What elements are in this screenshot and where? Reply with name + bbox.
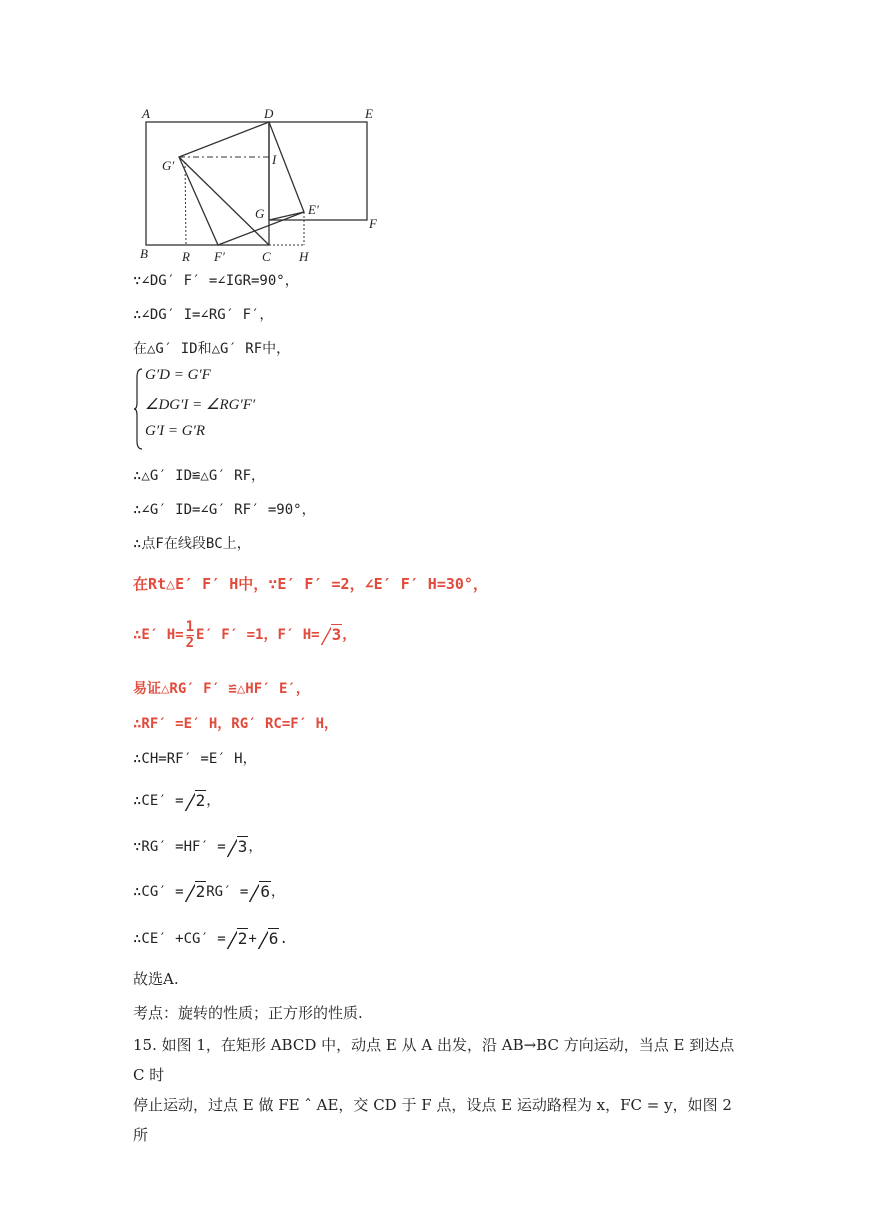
proof-line-6: ∴点F在线段BC上，	[133, 536, 251, 552]
sqrt-2-c: 2	[227, 930, 249, 949]
label-e: E	[365, 106, 373, 121]
label-g-prime: G′	[162, 158, 175, 173]
label-i: I	[272, 152, 277, 167]
equation-system	[133, 367, 333, 451]
proof-line-9	[133, 836, 262, 858]
sqrt-6: 6	[249, 883, 271, 902]
answer-line: 故选A.	[133, 970, 179, 988]
proof-line-5: ∴∠G′ ID=∠G′ RF′ =90°，	[133, 502, 316, 518]
knowledge-point-line: 考点：旋转的性质；正方形的性质.	[133, 1004, 363, 1022]
problem-15-line-2: 停止运动，过点 E 做 FE ˆ AE，交 CD 于 F 点，设点 E 运动路程为 x，FC = y，如图 2 所	[133, 1096, 732, 1144]
red-line-4: ∴RF′ =E′ H，RG′ RC=F′ H，	[133, 716, 339, 732]
dotted-g-r	[185, 162, 186, 245]
sqrt-2-b: 2	[185, 883, 207, 902]
sqrt-3-b: 3	[227, 838, 249, 857]
proof-line-2: ∴∠DG′ I=∠RG′ F′，	[133, 307, 274, 323]
fraction-half	[186, 620, 194, 651]
problem-15-line-1: 15. 如图 1，在矩形 ABCD 中，动点 E 从 A 出发，沿 AB→BC 方向运动，当点 E 到达点 C 时	[133, 1036, 735, 1084]
system-eq-3: G′I = G′R	[145, 423, 206, 439]
proof-line-10-a: ∴CG′ =	[133, 884, 184, 900]
label-d: D	[264, 106, 274, 121]
brace-icon	[133, 367, 143, 451]
proof-line-9-a: ∵RG′ =HF′ =	[133, 839, 226, 855]
red-line-2-a: ∴E′ H=	[133, 627, 184, 643]
proof-line-4: ∴△G′ ID≌△G′ RF，	[133, 468, 266, 484]
proof-line-10-b: RG′ =	[206, 884, 249, 900]
label-f-prime: F′	[214, 249, 225, 264]
proof-line-8	[133, 790, 220, 812]
proof-line-11-b: .	[279, 931, 288, 947]
fraction-numerator: 1	[185, 618, 195, 635]
proof-line-3: 在△G′ ID和△G′ RF中，	[133, 341, 291, 357]
proof-line-11-a: ∴CE′ +CG′ =	[133, 931, 226, 947]
label-r: R	[182, 249, 190, 264]
sqrt-6-b: 6	[258, 930, 280, 949]
red-line-2-c: ，	[342, 627, 357, 643]
proof-line-7: ∴CH=RF′ =E′ H，	[133, 751, 257, 767]
system-eq-1: G′D = G′F	[145, 367, 211, 383]
label-c: C	[262, 249, 271, 264]
label-h: H	[299, 249, 309, 264]
red-line-2	[133, 615, 356, 655]
problem-15	[133, 1030, 743, 1150]
proof-line-9-b: ，	[248, 839, 263, 855]
segment-g-c	[179, 157, 269, 245]
proof-line-10	[133, 881, 285, 903]
plus-sign: +	[248, 931, 257, 947]
fraction-denominator: 2	[185, 634, 195, 651]
red-line-3: 易证△RG′ F′ ≌△HF′ E′，	[133, 681, 310, 697]
rotated-square	[179, 122, 304, 245]
label-g: G	[255, 206, 265, 221]
label-a: A	[142, 106, 150, 121]
proof-line-8-b: ，	[206, 793, 221, 809]
label-f: F	[369, 216, 377, 231]
geometry-figure	[132, 100, 392, 265]
proof-line-11	[133, 928, 288, 950]
proof-line-10-c: ，	[271, 884, 286, 900]
system-eq-2: ∠DG′I = ∠RG′F′	[145, 397, 256, 413]
sqrt-2: 2	[185, 792, 207, 811]
sqrt-3: 3	[321, 626, 343, 645]
proof-line-1: ∵∠DG′ F′ =∠IGR=90°，	[133, 273, 299, 289]
proof-line-8-a: ∴CE′ =	[133, 793, 184, 809]
label-e-prime: E′	[308, 202, 319, 217]
red-line-2-b: E′ F′ =1，F′ H=	[196, 627, 320, 643]
label-b: B	[140, 246, 148, 261]
red-line-1: 在Rt△E′ F′ H中，∵E′ F′ =2，∠E′ F′ H=30°，	[133, 575, 488, 593]
